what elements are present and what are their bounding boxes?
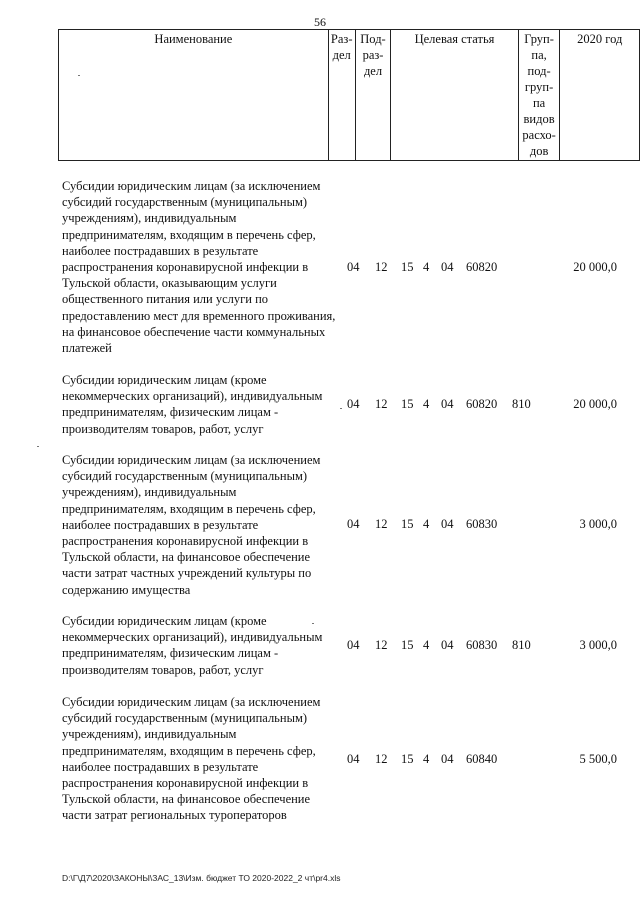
- row-podrazdel: 12: [375, 638, 388, 652]
- header-razdel-label: Раз-дел: [330, 32, 353, 62]
- row-target-direction: 60840: [466, 752, 498, 766]
- header-target: Целевая статья: [391, 30, 518, 161]
- row-target-event: 04: [441, 517, 454, 531]
- row-target-subprogram: 4: [423, 517, 430, 531]
- row-target-event: 04: [441, 260, 454, 274]
- page-number: 56: [314, 15, 326, 29]
- row-name: Субсидии юридическим лицам (за исключением субсидий государственным (муниципальным) учреждениям), индивидуальным предпринимателям, входящим в перечень сфер, наиболее пострадавших в результате распространения коронавирусной инфекции в Тульской области, на финансовое обеспечение части затрат частных учреждений культуры по содержанию имущества: [62, 453, 321, 597]
- scan-speck: [78, 75, 80, 76]
- row-razdel: 04: [347, 397, 360, 411]
- row-amount: 20 000,0: [573, 260, 617, 274]
- row-name: Субсидии юридическим лицам (за исключением субсидий государственным (муниципальным) учреждениям), индивидуальным предпринимателям, входящим в перечень сфер, наиболее пострадавших в результате распространения коронавирусной инфекции в Тульской области, на финансовое обеспечение части затрат региональных туроператоров: [62, 695, 321, 823]
- row-target-subprogram: 4: [423, 638, 430, 652]
- row-razdel: 04: [347, 260, 360, 274]
- row-target-program: 15: [401, 397, 414, 411]
- row-podrazdel: 12: [375, 260, 388, 274]
- file-path-footer: D:\Г\Д7\2020\ЗАКОНЫ\ЗАС_13\Изм. бюджет ТО 2020-2022_2 чт\pr4.xls: [62, 873, 341, 883]
- row-amount: 5 500,0: [579, 752, 617, 766]
- row-target-subprogram: 4: [423, 397, 430, 411]
- row-target-event: 04: [441, 397, 454, 411]
- row-target-direction: 60820: [466, 260, 498, 274]
- row-name: Субсидии юридическим лицам (за исключением субсидий государственным (муниципальным) учреждениям), индивидуальным предпринимателям, входящим в перечень сфер, наиболее пострадавших в результате распространения коронавирусной инфекции в Тульской области, оказывающим услуги общественного питания или услуги по предоставлению мест для временного проживания, на финансовое обеспечение части коммунальных платежей: [62, 179, 336, 356]
- row-target-event: 04: [441, 752, 454, 766]
- row-podrazdel: 12: [375, 397, 388, 411]
- header-year: 2020 год: [560, 30, 640, 161]
- header-podrazdel-label: Под-раз-дел: [360, 32, 386, 78]
- row-target-direction: 60830: [466, 638, 498, 652]
- scan-speck: [340, 408, 342, 409]
- row-target-subprogram: 4: [423, 260, 430, 274]
- row-razdel: 04: [347, 517, 360, 531]
- header-name: Наименование: [59, 30, 329, 161]
- row-amount: 20 000,0: [573, 397, 617, 411]
- row-name: Субсидии юридическим лицам (кроме некоммерческих организаций), индивидуальным предпринимателям, физическим лицам - производителям товаров, работ, услуг: [62, 614, 323, 677]
- row-amount: 3 000,0: [579, 638, 617, 652]
- row-amount: 3 000,0: [579, 517, 617, 531]
- row-target-direction: 60830: [466, 517, 498, 531]
- scan-speck: [312, 623, 314, 624]
- row-target-direction: 60820: [466, 397, 498, 411]
- header-group-label: Груп-па, под-груп-па видов расхо-дов: [522, 32, 556, 158]
- row-target-subprogram: 4: [423, 752, 430, 766]
- row-target-program: 15: [401, 752, 414, 766]
- row-target-program: 15: [401, 638, 414, 652]
- row-razdel: 04: [347, 752, 360, 766]
- row-group: 810: [512, 397, 531, 411]
- row-target-program: 15: [401, 260, 414, 274]
- row-razdel: 04: [347, 638, 360, 652]
- row-target-program: 15: [401, 517, 414, 531]
- row-target-event: 04: [441, 638, 454, 652]
- row-podrazdel: 12: [375, 752, 388, 766]
- row-podrazdel: 12: [375, 517, 388, 531]
- scan-speck: [37, 446, 39, 447]
- row-name: Субсидии юридическим лицам (кроме некоммерческих организаций), индивидуальным предпринимателям, физическим лицам - производителям товаров, работ, услуг: [62, 373, 323, 436]
- row-group: 810: [512, 638, 531, 652]
